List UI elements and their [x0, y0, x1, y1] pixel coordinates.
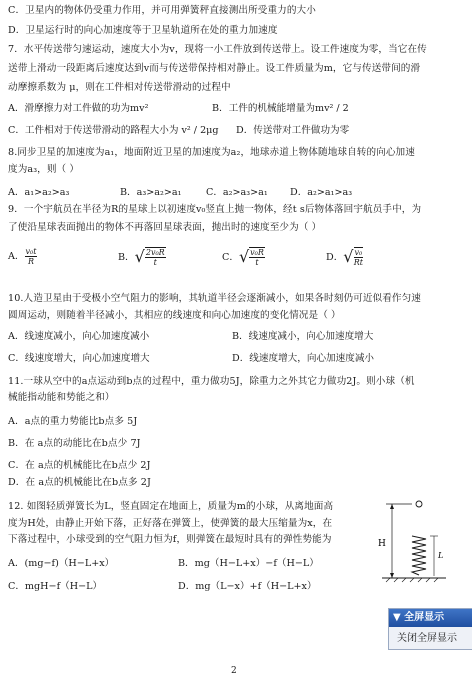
option-q7-A: A．滑摩擦力对工件做的功为mv²	[8, 103, 149, 114]
ball	[416, 501, 422, 507]
text-line: 9．一个宇航员在半径为R的星球上以初速度v₀竖直上抛一物体，经t s后物体落回宇航员手中，为	[8, 204, 422, 215]
option-label: C．	[222, 251, 239, 263]
arrow-down	[390, 573, 394, 578]
spring	[412, 536, 426, 575]
numerator: v₀t	[25, 247, 37, 256]
sqrt: √ $\frac{\text{v₀R}}{t}$	[238, 247, 264, 267]
denominator: Rt	[353, 258, 363, 267]
text-line: 12. 如图轻质弹簧长为L，竖直固定在地面上，质量为m的小球，从离地面高	[8, 501, 334, 512]
text-line: 动摩擦系数为 μ，则在工件相对传送带滑动的过程中	[8, 82, 231, 93]
fraction	[25, 247, 38, 266]
text-line: 了使沿星球表面抛出的物体不再落回星球表面，抛出时的速度至少为（ ）	[8, 222, 322, 233]
option-label: B．	[118, 251, 135, 263]
option-q7-B: B．工件的机械能增量为mv² / 2	[212, 103, 349, 114]
option-q10-B: B．线速度减小，向心加速度增大	[232, 331, 374, 342]
fraction	[145, 247, 166, 267]
text-line: 送带上滑动一段距离后速度达到v而与传送带保持相对静止。设工件质量为m，它与传送带间的滑	[8, 63, 421, 74]
fraction	[249, 247, 265, 267]
text-line: 10.人造卫星由于受极小空气阻力的影响，其轨道半径会逐渐减小，如果各时刻仍可近似看作匀速	[8, 293, 421, 304]
text-line: A．a点的重力势能比b点多 5J	[8, 416, 138, 427]
option-q8-C: C．a₂>a₃>a₁	[206, 187, 268, 198]
denominator: R	[27, 257, 35, 266]
text-line: 度为H处，由静止开始下落，正好落在弹簧上，使弹簧的最大压缩量为x，在	[8, 518, 333, 529]
label-L: L	[438, 551, 444, 560]
option-q8-B: B．a₃>a₂>a₁	[120, 187, 182, 198]
text-line: 圆周运动，则随着半径减小，其相应的线速度和向心加速度的变化情况是（ ）	[8, 310, 341, 321]
ground-hatch	[386, 578, 438, 582]
option-q8-D: D．a₂>a₁>a₃	[290, 187, 353, 198]
numerator: v₀	[354, 248, 363, 257]
text-line: 械能指动能和势能之和）	[8, 392, 115, 403]
option-q9-D	[326, 247, 363, 267]
denominator: t	[255, 258, 259, 267]
page-number: 2	[231, 666, 237, 676]
option-q9-A	[8, 247, 37, 266]
option-q12-C: C．mgH−f（H−L）	[8, 581, 103, 592]
option-q7-C: C．工件相对于传送带滑动的路程大小为 v² / 2μg	[8, 125, 219, 136]
fullscreen-button[interactable]: ▼ 全屏显示	[389, 609, 472, 627]
option-q7-D: D．传送带对工件做功为零	[236, 125, 350, 136]
arrow-up	[390, 504, 394, 509]
spring-figure	[372, 498, 450, 584]
fullscreen-panel	[388, 608, 472, 650]
option-q10-D: D．线速度增大，向心加速度减小	[232, 353, 375, 364]
numerator: 2v₀R	[145, 248, 165, 257]
text-line: C．在 a点的机械能比在b点少 2J	[8, 460, 151, 471]
text-line: D．在 a点的机械能比在b点多 2J	[8, 477, 151, 488]
option-q10-C: C．线速度增大，向心加速度增大	[8, 353, 150, 364]
text-line: D．卫星运行时的向心加速度等于卫星轨道所在处的重力加速度	[8, 25, 278, 36]
text-line: 7．水平传送带匀速运动，速度大小为v，现将一小工件放到传送带上。设工件速度为零，当它在传	[8, 44, 427, 55]
option-q9-C	[222, 247, 265, 267]
fraction	[354, 247, 364, 267]
text-line: C．卫星内的物体仍受重力作用，并可用弹簧秤直接测出所受重力的大小	[8, 5, 316, 16]
option-label: D．	[326, 251, 344, 263]
option-label: A．	[8, 251, 25, 262]
option-q10-A: A．线速度减小，向心加速度减小	[8, 331, 150, 342]
text-line: 11.一球从空中的a点运动到b点的过程中，重力做功5J，除重力之外其它力做功2J。则小球（机	[8, 376, 415, 387]
option-q9-B	[118, 247, 166, 267]
text-line: 8.同步卫星的加速度为a₁，地面附近卫星的加速度为a₂，地球赤道上物体随地球自转的向心加速	[8, 147, 415, 158]
option-q12-D: D．mg（L−x）+f（H−L+x）	[178, 581, 317, 592]
close-fullscreen-button[interactable]: 关闭全屏显示	[397, 633, 457, 644]
option-q8-A: A．a₁>a₂>a₃	[8, 187, 70, 198]
denominator: t	[153, 258, 157, 267]
sqrt: √ $\frac{\text{v₀}}{Rt}$	[343, 247, 363, 267]
text-line: 下落过程中，小球受到的空气阻力恒为f，则弹簧在最短时具有的弹性势能为	[8, 534, 332, 545]
option-q12-A: A．(mg−f)（H−L+x）	[8, 558, 115, 569]
sqrt: √ $\frac{\text{2v₀R}}{t}$	[134, 247, 165, 267]
text-line: 度为a₃，则（ ）	[8, 164, 80, 175]
label-H: H	[378, 539, 386, 549]
text-line: B．在 a点的动能比在b点少 7J	[8, 438, 141, 449]
option-q12-B: B．mg（H−L+x）−f（H−L）	[178, 558, 319, 569]
numerator: v₀R	[250, 248, 264, 257]
